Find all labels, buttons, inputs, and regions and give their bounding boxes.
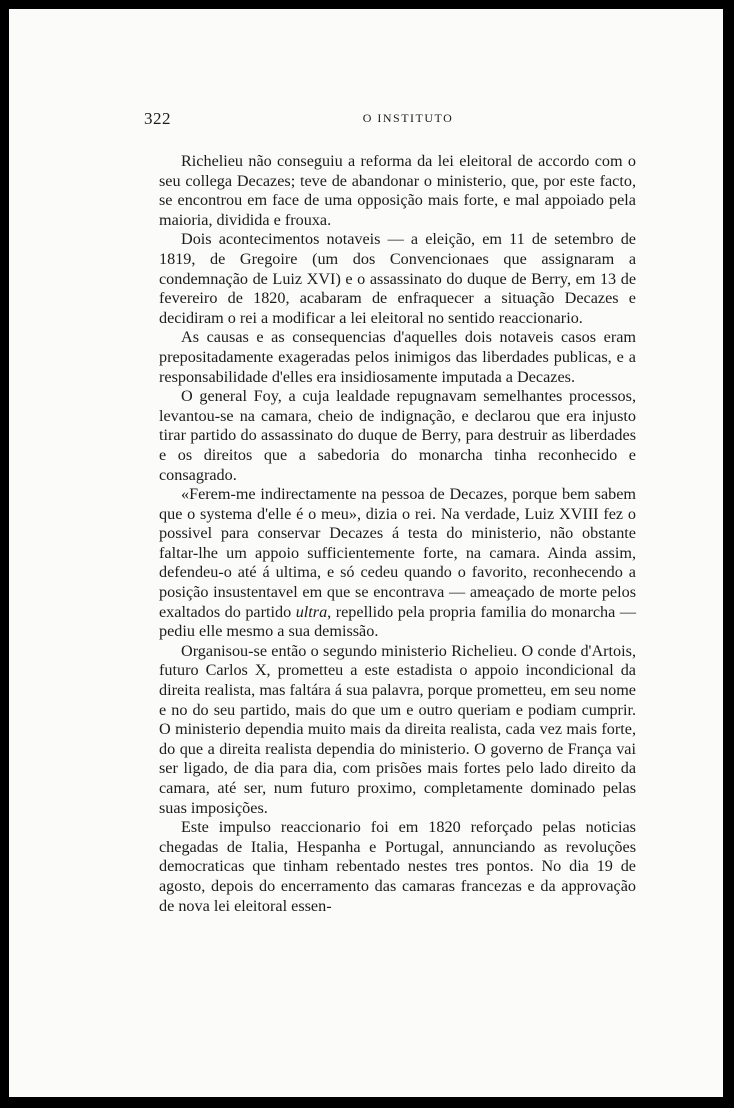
paragraph-5-italic: ultra [295,602,328,621]
paragraph-5-after: , repellido pela propria familia do monarcha — pediu elle mesmo a sua demissão. [159,602,637,641]
paragraph-5-before: «Ferem-me indirectamente na pessoa de Decazes, porque bem sabem que o systema d'elle é o meu», dizia o rei. Na verdade, Luiz XVIII fez o possivel para conservar Decazes á testa do ministerio, não obstante faltar-lhe um appoio sufficientemente forte, na camara. Ainda assim, defendeu-o até á ultima, e só cedeu quando o favorito, reconhecendo a posição insustentavel em que se encontrava — ameaçado de morte pelos exaltados do partido [159,485,636,621]
body-text [159,152,636,916]
paragraph-4: O general Foy, a cuja lealdade repugnavam semelhantes processos, levantou-se na camara, cheio de indignação, e declarou que era injusto tirar partido do assassinato do duque de Berry, para destruir as liberdades e os direitos que a sabedoria do monarcha tinha reconhecido e consagrado. [159,387,636,484]
paragraph-1: Richelieu não conseguiu a reforma da lei eleitoral de accordo com o seu collega Decazes; teve de abandonar o ministerio, que, por este facto, se encontrou em face de uma opposição mais forte, e mal appoiado pela maioria, dividida e frouxa. [159,152,636,229]
paragraph-5 [159,485,636,642]
document-page [9,9,723,1097]
paragraph-7: Este impulso reaccionario foi em 1820 reforçado pelas noticias chegadas de Italia, Hespanha e Portugal, annunciando as revoluções democraticas que tinham rebentado nestes tres pontos. No dia 19 de agosto, depois do encerramento das camaras francezas e da approvação de nova lei eleitoral essen- [159,818,636,915]
page-header [144,109,632,131]
page-number: 322 [144,109,171,128]
running-title: O INSTITUTO [362,111,454,125]
paragraph-2: Dois acontecimentos notaveis — a eleição, em 11 de setembro de 1819, de Gregoire (um dos Convencionaes que assignaram a condemnação de Luiz XVI) e o assassinato do duque de Berry, em 13 de fevereiro de 1820, acabaram de enfraquecer a situação Decazes e decidiram o rei a modificar a lei eleitoral no sentido reaccionario. [159,230,636,327]
paragraph-3: As causas e as consequencias d'aquelles dois notaveis casos eram prepositadamente exageradas pelos inimigos das liberdades publicas, e a responsabilidade d'elles era insidiosamente imputada a Decazes. [159,328,636,386]
paragraph-6: Organisou-se então o segundo ministerio Richelieu. O conde d'Artois, futuro Carlos X, prometteu a este estadista o appoio incondicional da direita realista, mas faltára á sua palavra, porque prometteu, em seu nome e no do seu partido, mais do que um e outro queriam e podiam cumprir. O ministerio dependia muito mais da direita realista, cada vez mais forte, do que a direita realista dependia do ministerio. O governo de França vai ser ligado, de dia para dia, com prisões mais fortes pelo lado direito da camara, até ser, num futuro proximo, completamente dominado pelas suas imposições. [159,641,636,817]
